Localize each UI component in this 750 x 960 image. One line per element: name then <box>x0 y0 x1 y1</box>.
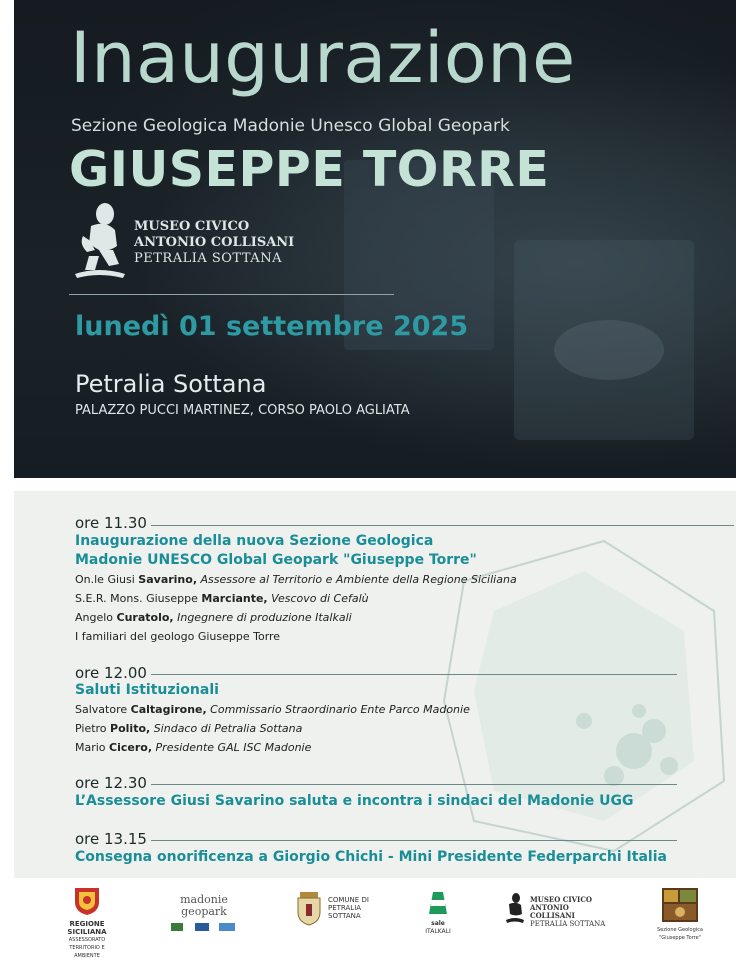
regione-sublabel: ASSESSORATO TERRITORIO E AMBIENTE <box>68 937 106 959</box>
hero-banner <box>14 0 736 478</box>
museum-name-line1: MUSEO CIVICO <box>134 219 250 234</box>
speaker: I familiari del geologo Giuseppe Torre <box>75 630 281 643</box>
program-heading: Saluti Istituzionali <box>75 682 219 698</box>
geopark-label: madonie geopark <box>180 893 228 918</box>
regione-shield-icon <box>73 886 101 916</box>
comune-line1: COMUNE DI <box>328 896 369 904</box>
sezione-label: Sezione Geologica "Giuseppe Torre" <box>657 927 703 941</box>
time-rule <box>151 525 734 526</box>
sponsor-logos-bar <box>14 878 736 959</box>
divider <box>69 294 394 295</box>
event-place: Petralia Sottana <box>75 370 267 398</box>
salt-shaker-icon <box>425 890 451 916</box>
comune-line2: PETRALIA <box>328 904 362 912</box>
comune-crest-icon <box>296 892 322 926</box>
museum-name-line3: PETRALIA SOTTANA <box>134 251 282 266</box>
comune-line3: SOTTANA <box>328 912 361 920</box>
sezione-emblem-icon <box>662 888 698 922</box>
italkali-sale-logo <box>422 890 454 936</box>
time-rule <box>151 784 677 785</box>
speaker: On.le Giusi Savarino, Assessore al Territorio e Ambiente della Regione Siciliana <box>75 573 517 586</box>
museum-name-line2: ANTONIO COLLISANI <box>134 235 295 250</box>
regione-label: REGIONE SICILIANA <box>67 920 107 936</box>
museum-name <box>134 219 294 267</box>
speaker: Pietro Polito, Sindaco di Petralia Sottana <box>75 722 303 735</box>
speaker: S.E.R. Mons. Giuseppe Marciante, Vescovo di Cefalù <box>75 592 369 605</box>
program-heading: Inaugurazione della nuova Sezione Geologica <box>75 533 434 549</box>
speaker: Mario Cicero, Presidente GAL ISC Madonie <box>75 741 312 754</box>
event-date: lunedì 01 settembre 2025 <box>75 311 469 342</box>
madonie-geopark-logo <box>164 894 244 937</box>
geopark-partner-marks-icon <box>169 919 239 933</box>
sale-label: sale <box>431 920 445 927</box>
fossil-stone-watermark <box>434 521 734 861</box>
background-photo-shape <box>554 320 664 380</box>
program-heading: L’Assessore Giusi Savarino saluta e incontra i sindaci del Madonie UGG <box>75 793 634 809</box>
event-subtitle: Sezione Geologica Madonie Unesco Global Geopark <box>71 116 510 136</box>
museum-statue-logo-icon <box>69 200 129 284</box>
museo-text <box>530 896 614 928</box>
museo-line3: PETRALIA SOTTANA <box>530 920 606 928</box>
museo-statue-icon <box>504 892 526 924</box>
comune-text <box>328 896 369 920</box>
program-time: ore 13.15 <box>75 830 147 848</box>
regione-siciliana-logo <box>62 886 112 960</box>
italkali-label: ITALKALI <box>425 928 451 935</box>
program-heading: Madonie UNESCO Global Geopark "Giuseppe Torre" <box>75 552 477 568</box>
page-title: Inaugurazione <box>70 17 576 99</box>
program-time: ore 12.00 <box>75 664 147 682</box>
program-heading: Consegna onorificenza a Giorgio Chichi - Mini Presidente Federparchi Italia <box>75 849 667 865</box>
museo-line2: ANTONIO COLLISANI <box>530 903 575 920</box>
sezione-geologica-logo <box>650 888 710 942</box>
time-rule <box>151 840 677 841</box>
event-address: PALAZZO PUCCI MARTINEZ, CORSO PAOLO AGLIATA <box>75 403 410 418</box>
program-time: ore 11.30 <box>75 514 147 532</box>
speaker: Angelo Curatolo, Ingegnere di produzione Italkali <box>75 611 352 624</box>
time-rule <box>151 674 677 675</box>
honoree-name: GIUSEPPE TORRE <box>69 141 550 198</box>
program-time: ore 12.30 <box>75 774 147 792</box>
museo-line1: MUSEO CIVICO <box>530 895 592 904</box>
speaker: Salvatore Caltagirone, Commissario Straordinario Ente Parco Madonie <box>75 703 470 716</box>
program-section <box>14 491 736 878</box>
